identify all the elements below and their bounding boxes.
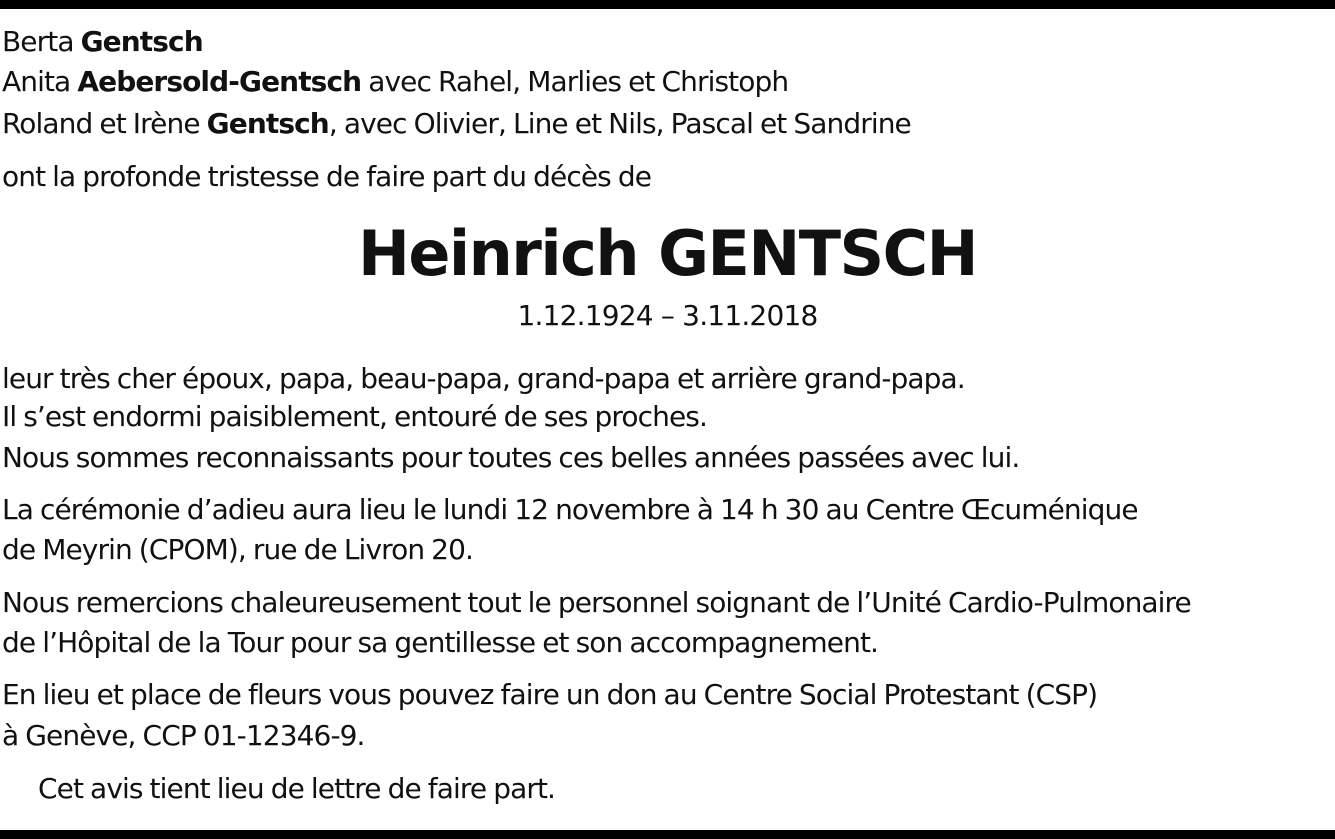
tribute-line-2: Il s’est endormi paisiblement, entouré de ses proches. [2,400,707,433]
family-first-name: Roland et Irène [2,107,207,140]
tribute-line-3: Nous sommes reconnaissants pour toutes ces belles années passées avec lui. [2,441,1020,474]
family-line-rest: avec Rahel, Marlies et Christoph [361,65,789,98]
family-surname: Gentsch [206,107,329,140]
ceremony-line-1: La cérémonie d’adieu aura lieu le lundi 12 novembre à 14 h 30 au Centre Œcuménique [2,493,1138,526]
deceased-name: Heinrich GENTSCH [357,217,978,290]
donation-line-1: En lieu et place de fleurs vous pouvez faire un don au Centre Social Protestant (CSP) [2,678,1098,711]
ceremony-line-2: de Meyrin (CPOM), rue de Livron 20. [2,533,474,566]
family-line-3 [2,106,911,142]
tribute-line-1: leur très cher époux, papa, beau-papa, grand-papa et arrière grand-papa. [2,362,965,395]
donation-line-2: à Genève, CCP 01-12346-9. [2,719,365,752]
family-first-name: Berta [2,25,81,58]
family-surname: Gentsch [80,25,203,58]
thanks-line-2: de l’Hôpital de la Tour pour sa gentillesse et son accompagnement. [2,626,879,659]
deceased-dates: 1.12.1924 – 3.11.2018 [517,299,818,332]
top-border-rule [0,0,1335,9]
thanks-line-1: Nous remercions chaleureusement tout le personnel soignant de l’Unité Cardio-Pulmonaire [2,586,1191,619]
announcement-text: ont la profonde tristesse de faire part du décès de [2,160,652,193]
bottom-border-rule [0,830,1335,839]
family-line-rest: , avec Olivier, Line et Nils, Pascal et Sandrine [328,107,911,140]
family-surname: Aebersold-Gentsch [77,65,362,98]
family-line-2 [2,64,788,100]
closing-text: Cet avis tient lieu de lettre de faire part. [38,772,556,805]
family-first-name: Anita [2,65,78,98]
family-line-1 [2,24,203,60]
